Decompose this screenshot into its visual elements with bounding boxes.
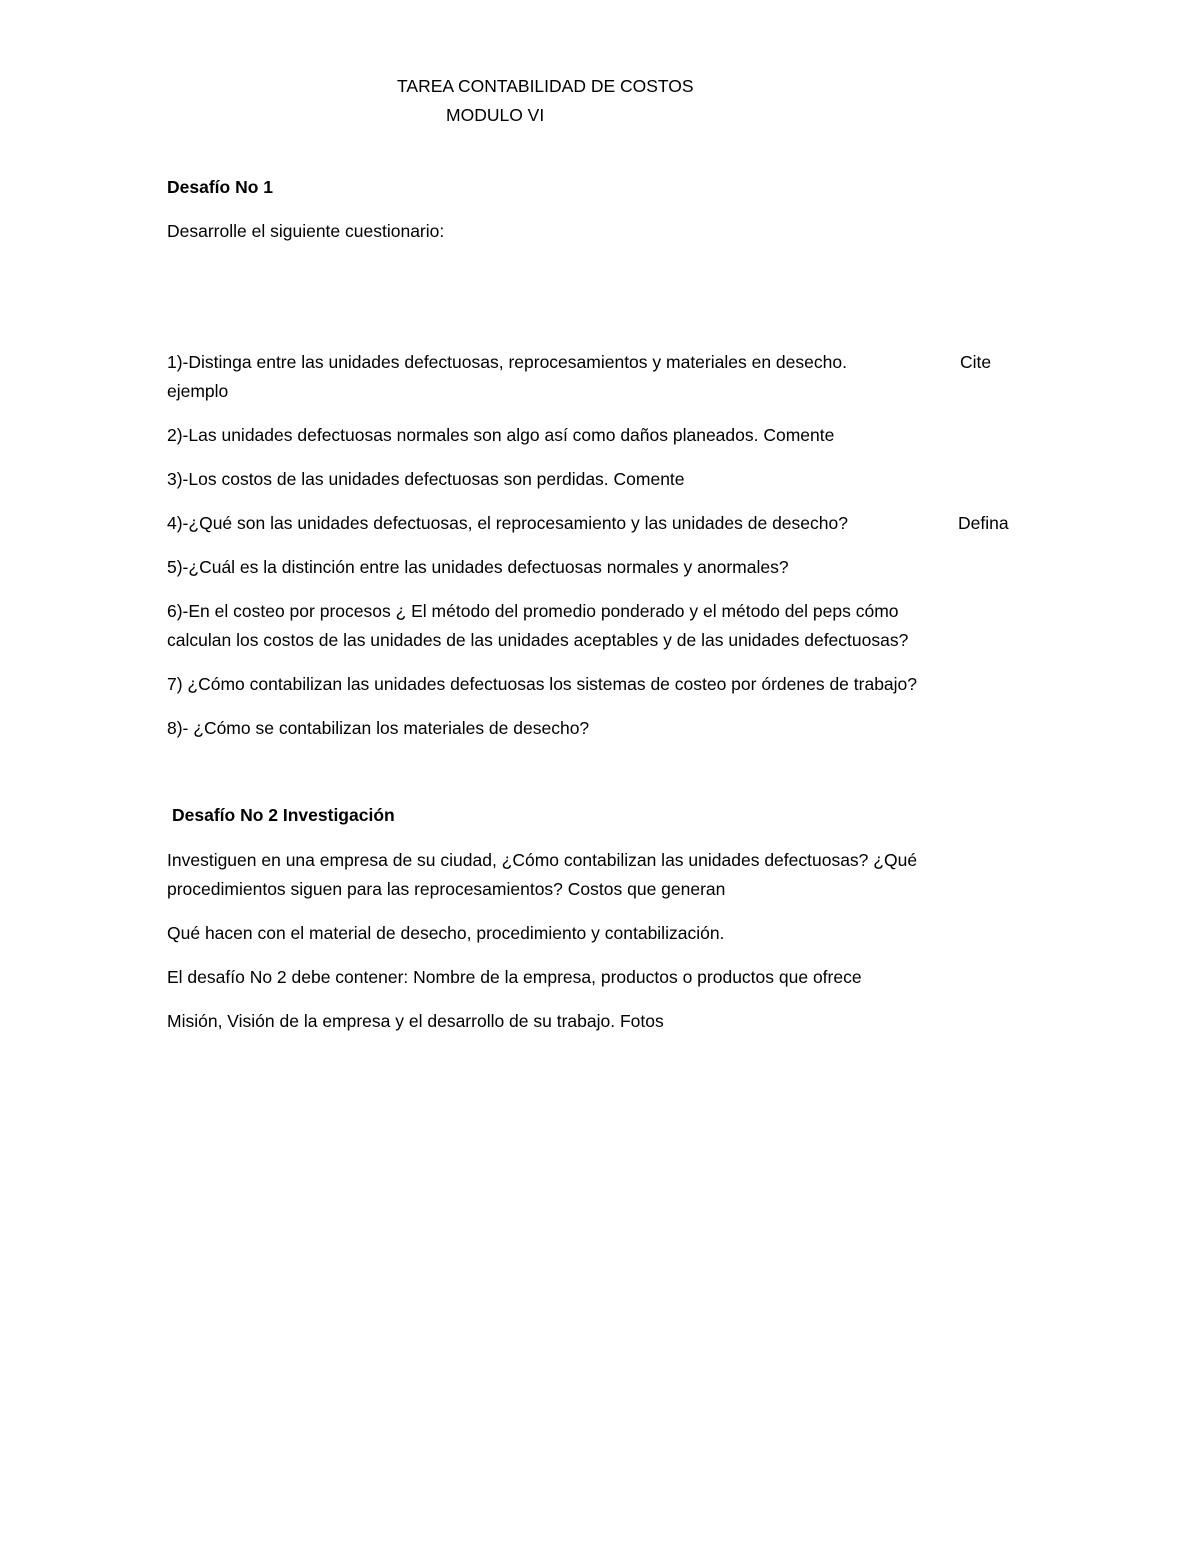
document-title: TAREA CONTABILIDAD DE COSTOS <box>397 76 694 96</box>
question-2: 2)-Las unidades defectuosas normales son algo así como daños planeados. Comente <box>167 425 835 445</box>
challenge1-intro: Desarrolle el siguiente cuestionario: <box>167 221 445 241</box>
challenge2-paragraph-1-continuation: procedimientos siguen para las reprocesamientos? Costos que generan <box>167 879 726 899</box>
challenge2-paragraph-1: Investiguen en una empresa de su ciudad, ¿Cómo contabilizan las unidades defectuosas? ¿Qué <box>167 850 918 870</box>
document-subtitle: MODULO VI <box>446 105 545 125</box>
question-1-continuation: ejemplo <box>167 381 229 401</box>
question-8: 8)- ¿Cómo se contabilizan los materiales de desecho? <box>167 718 590 738</box>
question-3: 3)-Los costos de las unidades defectuosas son perdidas. Comente <box>167 469 685 489</box>
challenge2-paragraph-2: Qué hacen con el material de desecho, procedimiento y contabilización. <box>167 923 725 943</box>
question-7: 7) ¿Cómo contabilizan las unidades defectuosas los sistemas de costeo por órdenes de trabajo? <box>167 674 918 694</box>
question-6-continuation: calculan los costos de las unidades de las unidades aceptables y de las unidades defectuosas? <box>167 630 909 650</box>
challenge2-paragraph-4: Misión, Visión de la empresa y el desarrollo de su trabajo. Fotos <box>167 1011 664 1031</box>
question-6: 6)-En el costeo por procesos ¿ El método del promedio ponderado y el método del peps cómo <box>167 601 899 621</box>
challenge2-heading: Desafío No 2 Investigación <box>172 805 395 825</box>
question-5: 5)-¿Cuál es la distinción entre las unidades defectuosas normales y anormales? <box>167 557 789 577</box>
question-1: 1)-Distinga entre las unidades defectuosas, reprocesamientos y materiales en desecho. <box>167 352 847 372</box>
challenge2-paragraph-3: El desafío No 2 debe contener: Nombre de la empresa, productos o productos que ofrece <box>167 967 862 987</box>
question-4-suffix: Defina <box>958 513 1009 533</box>
question-4: 4)-¿Qué son las unidades defectuosas, el reprocesamiento y las unidades de desecho? <box>167 513 848 533</box>
challenge1-heading: Desafío No 1 <box>167 177 273 197</box>
question-1-suffix: Cite <box>960 352 992 372</box>
